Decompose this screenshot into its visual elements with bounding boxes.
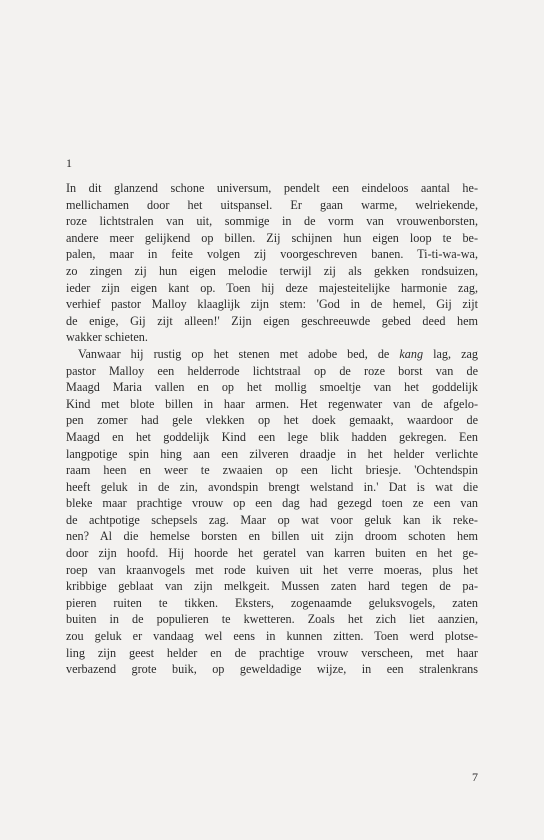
text-line: raam heen en weer te zwaaien op een licht briesje. 'Ochtendspin [66, 463, 478, 478]
text-line: Maagd en het goddelijk Kind een lege blik hadden gekregen. Een [66, 429, 478, 444]
text-line: ling zijn geest helder en de prachtige vrouw verscheen, met haar [66, 645, 478, 660]
text-line: verbazend grote buik, op geweldadige wijze, in een stralenkrans [66, 662, 478, 677]
text-line: pastor Malloy een helderrode lichtstraal op de roze borst van de [66, 363, 478, 378]
text-line: de achtpotige schepsels zag. Maar op wat voor geluk kan ik reke- [66, 512, 478, 527]
text-line: de enige, Gij zijt alleen!' Zijn eigen geschreeuwde gebed deed hem [66, 313, 478, 328]
text-line: roze lichtstralen van uit, sommige in de vorm van vrouwenborsten, [66, 214, 478, 229]
paragraph-2 [66, 346, 478, 678]
text-line: Kind met blote billen in haar armen. Het regenwater van de afgelo- [66, 396, 478, 411]
text-line: pen zomer had gele vlekken op het doek gemaakt, waardoor de [66, 413, 478, 428]
text-line: ieder zijn eigen kant op. Toen hij deze majesteitelijke harmonie zag, [66, 280, 478, 295]
text-line: zou geluk er vandaag wel eens in kunnen zitten. Toen werd plotse- [66, 629, 478, 644]
text-line: palen, maar in feite volgen zij voorgeschreven banen. Ti-ti-wa-wa, [66, 247, 478, 262]
text-line: nen? Al die hemelse borsten en billen uit zijn droom schoten hem [66, 529, 478, 544]
text-line: roep van kraanvogels met rode kuiven uit het verre moeras, plus het [66, 562, 478, 577]
chapter-number: 1 [66, 156, 72, 170]
text-line: wakker schieten. [66, 330, 148, 345]
italic-word: kang [399, 346, 424, 361]
page-number: 7 [472, 770, 478, 784]
text-line: In dit glanzend schone universum, pendelt een eindeloos aantal he- [66, 181, 478, 195]
text-line: kribbige geblaat van zijn melkgeit. Mussen zaten hard tegen de pa- [66, 579, 478, 594]
text-line: buiten in de populieren te kwetteren. Zoals het zich liet aanzien, [66, 612, 478, 627]
text-line: door zijn hoofd. Hij hoorde het geratel van karren buiten en het ge- [66, 546, 478, 561]
text-line: pieren ruiten te tikken. Eksters, zogenaamde geluksvogels, zaten [66, 595, 478, 610]
body-text [66, 180, 478, 678]
text-line: mellichamen door het uitspansel. Er gaan warme, welriekende, [66, 197, 478, 212]
text-line: bleke maar prachtige vrouw op een dag had gezegd toen ze een van [66, 496, 478, 511]
text-line: andere meer gelijkend op billen. Zij schijnen hun eigen loop te be- [66, 230, 478, 245]
paragraph-1 [66, 180, 478, 346]
text-line: langpotige spin hing aan een zilveren draadje in het helder verlichte [66, 446, 478, 461]
text-line: Maagd Maria vallen en op het mollig smoeltje van het goddelijk [66, 380, 478, 395]
text-line: verhief pastor Malloy klaaglijk zijn stem: 'God in de hemel, Gij zijt [66, 297, 478, 312]
text-line: heeft geluk in de zin, avondspin brengt welstand in.' Dat is wat die [66, 479, 478, 494]
text-line: Vanwaar hij rustig op het stenen met adobe bed, de kang lag, zag [78, 346, 478, 361]
text-line: zo zingen zij hun eigen melodie terwijl zij als gekken rondsuizen, [66, 263, 478, 278]
